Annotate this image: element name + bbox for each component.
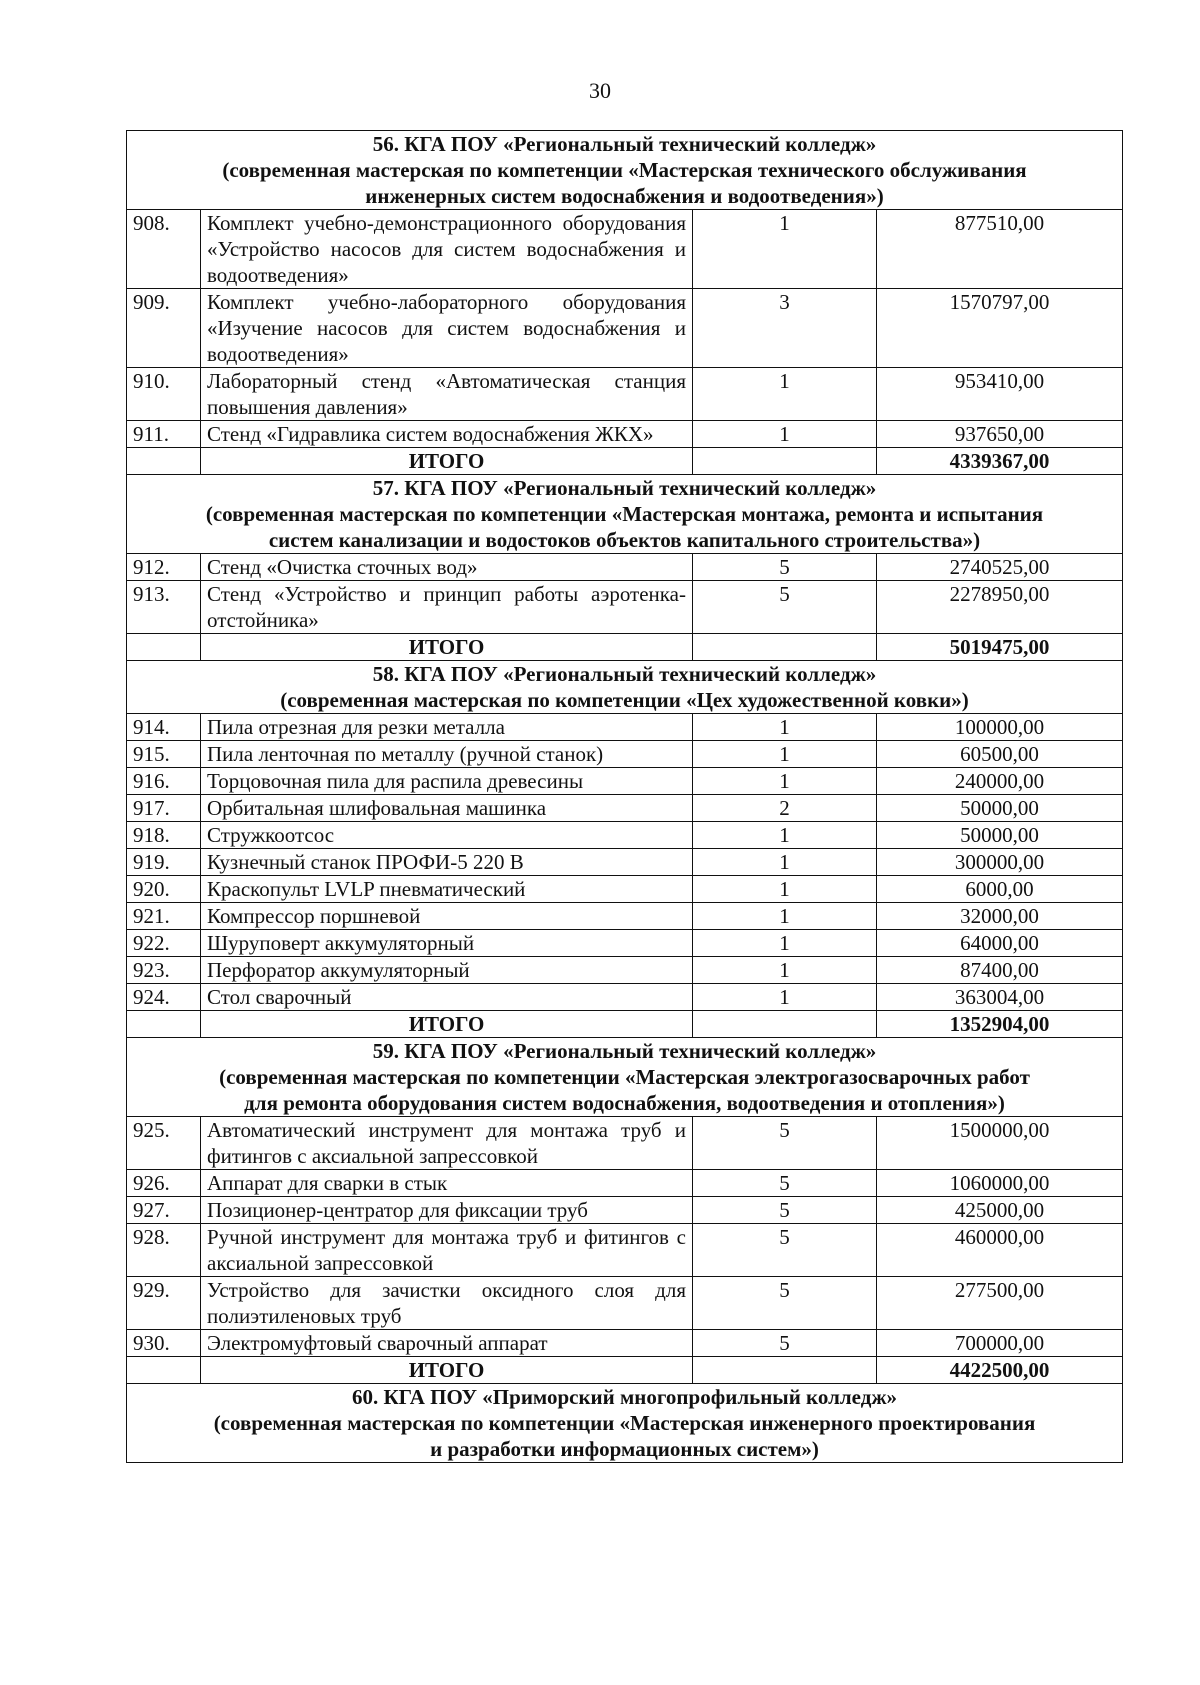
item-quantity: 5: [693, 1330, 877, 1357]
total-number-cell: [127, 448, 201, 475]
item-number: 922.: [127, 930, 201, 957]
table-row: [127, 768, 1123, 795]
table-row: [127, 741, 1123, 768]
item-quantity: 1: [693, 421, 877, 448]
item-sum: 700000,00: [877, 1330, 1123, 1357]
section-title-line: систем канализации и водостоков объектов капитального строительства»): [268, 528, 981, 552]
item-number: 924.: [127, 984, 201, 1011]
total-number-cell: [127, 1011, 201, 1038]
table-row: [127, 984, 1123, 1011]
section-header-row: [127, 1384, 1123, 1463]
total-number-cell: [127, 634, 201, 661]
table-row: [127, 930, 1123, 957]
total-sum: 4422500,00: [877, 1357, 1123, 1384]
total-label: ИТОГО: [201, 448, 693, 475]
item-sum: 100000,00: [877, 714, 1123, 741]
item-sum: 6000,00: [877, 876, 1123, 903]
item-quantity: 5: [693, 1197, 877, 1224]
item-number: 910.: [127, 368, 201, 421]
section-header-row: [127, 1038, 1123, 1117]
item-quantity: 1: [693, 876, 877, 903]
item-name: Торцовочная пила для распила древесины: [201, 768, 693, 795]
item-quantity: 5: [693, 1277, 877, 1330]
table-row: [127, 368, 1123, 421]
item-quantity: 1: [693, 210, 877, 289]
item-number: 928.: [127, 1224, 201, 1277]
item-number: 923.: [127, 957, 201, 984]
section-title-line: (современная мастерская по компетенции «Цех художественной ковки»): [280, 688, 969, 712]
item-sum: 277500,00: [877, 1277, 1123, 1330]
total-quantity-cell: [693, 448, 877, 475]
section-title: [127, 1384, 1123, 1463]
section-header-row: [127, 131, 1123, 210]
item-sum: 60500,00: [877, 741, 1123, 768]
item-name: Компрессор поршневой: [201, 903, 693, 930]
table-row: [127, 849, 1123, 876]
item-name: Стенд «Очистка сточных вод»: [201, 554, 693, 581]
table-row: [127, 795, 1123, 822]
item-quantity: 5: [693, 1117, 877, 1170]
table-row: [127, 421, 1123, 448]
table-row: [127, 957, 1123, 984]
item-name: Стенд «Гидравлика систем водоснабжения ЖКХ»: [201, 421, 693, 448]
equipment-table-body: [127, 131, 1123, 1463]
item-number: 915.: [127, 741, 201, 768]
item-name: Стол сварочный: [201, 984, 693, 1011]
section-title-line: (современная мастерская по компетенции «Мастерская технического обслуживания: [222, 158, 1027, 182]
total-label: ИТОГО: [201, 1011, 693, 1038]
table-row: [127, 210, 1123, 289]
item-name: Стружкоотсос: [201, 822, 693, 849]
item-name: Позиционер-центратор для фиксации труб: [201, 1197, 693, 1224]
table-row: [127, 554, 1123, 581]
item-quantity: 3: [693, 289, 877, 368]
section-title: [127, 475, 1123, 554]
table-row: [127, 903, 1123, 930]
table-row: [127, 1197, 1123, 1224]
item-number: 929.: [127, 1277, 201, 1330]
item-number: 912.: [127, 554, 201, 581]
item-number: 908.: [127, 210, 201, 289]
total-quantity-cell: [693, 634, 877, 661]
item-quantity: 5: [693, 1224, 877, 1277]
table-row: [127, 289, 1123, 368]
total-row: [127, 1011, 1123, 1038]
item-sum: 50000,00: [877, 795, 1123, 822]
item-number: 930.: [127, 1330, 201, 1357]
section-title-line: и разработки информационных систем»): [430, 1437, 819, 1461]
item-number: 919.: [127, 849, 201, 876]
item-sum: 460000,00: [877, 1224, 1123, 1277]
item-sum: 425000,00: [877, 1197, 1123, 1224]
section-title: [127, 131, 1123, 210]
item-name: Ручной инструмент для монтажа труб и фитингов с аксиальной запрессовкой: [201, 1224, 693, 1277]
item-sum: 2740525,00: [877, 554, 1123, 581]
table-row: [127, 876, 1123, 903]
item-number: 909.: [127, 289, 201, 368]
section-title: [127, 661, 1123, 714]
item-sum: 877510,00: [877, 210, 1123, 289]
item-quantity: 1: [693, 930, 877, 957]
total-label: ИТОГО: [201, 634, 693, 661]
item-name: Устройство для зачистки оксидного слоя для полиэтиленовых труб: [201, 1277, 693, 1330]
item-number: 925.: [127, 1117, 201, 1170]
item-name: Лабораторный стенд «Автоматическая станция повышения давления»: [201, 368, 693, 421]
total-number-cell: [127, 1357, 201, 1384]
section-title: [127, 1038, 1123, 1117]
item-number: 926.: [127, 1170, 201, 1197]
item-sum: 1060000,00: [877, 1170, 1123, 1197]
table-row: [127, 1330, 1123, 1357]
total-sum: 1352904,00: [877, 1011, 1123, 1038]
table-row: [127, 1117, 1123, 1170]
item-name: Краскопульт LVLP пневматический: [201, 876, 693, 903]
table-row: [127, 1170, 1123, 1197]
item-name: Электромуфтовый сварочный аппарат: [201, 1330, 693, 1357]
item-name: Пила отрезная для резки металла: [201, 714, 693, 741]
item-number: 914.: [127, 714, 201, 741]
item-name: Орбитальная шлифовальная машинка: [201, 795, 693, 822]
item-sum: 2278950,00: [877, 581, 1123, 634]
total-row: [127, 448, 1123, 475]
total-sum: 4339367,00: [877, 448, 1123, 475]
item-number: 916.: [127, 768, 201, 795]
item-sum: 953410,00: [877, 368, 1123, 421]
item-name: Кузнечный станок ПРОФИ-5 220 В: [201, 849, 693, 876]
total-row: [127, 634, 1123, 661]
item-sum: 50000,00: [877, 822, 1123, 849]
item-name: Стенд «Устройство и принцип работы аэротенка-отстойника»: [201, 581, 693, 634]
item-quantity: 5: [693, 554, 877, 581]
item-quantity: 1: [693, 849, 877, 876]
item-quantity: 1: [693, 768, 877, 795]
table-row: [127, 581, 1123, 634]
item-quantity: 1: [693, 903, 877, 930]
item-quantity: 1: [693, 984, 877, 1011]
item-quantity: 2: [693, 795, 877, 822]
item-name: Комплект учебно-демонстрационного оборудования «Устройство насосов для систем водоснабжения и водоотведения»: [201, 210, 693, 289]
section-title-line: 60. КГА ПОУ «Приморский многопрофильный колледж»: [351, 1385, 898, 1409]
item-quantity: 1: [693, 957, 877, 984]
item-sum: 363004,00: [877, 984, 1123, 1011]
section-title-line: (современная мастерская по компетенции «Мастерская электрогазосварочных работ: [219, 1065, 1030, 1089]
total-quantity-cell: [693, 1357, 877, 1384]
item-number: 917.: [127, 795, 201, 822]
item-number: 911.: [127, 421, 201, 448]
item-sum: 937650,00: [877, 421, 1123, 448]
item-name: Аппарат для сварки в стык: [201, 1170, 693, 1197]
item-sum: 1500000,00: [877, 1117, 1123, 1170]
item-number: 920.: [127, 876, 201, 903]
item-sum: 87400,00: [877, 957, 1123, 984]
table-row: [127, 822, 1123, 849]
item-quantity: 1: [693, 714, 877, 741]
item-name: Комплект учебно-лабораторного оборудования «Изучение насосов для систем водоснабжения и водоотведения»: [201, 289, 693, 368]
item-quantity: 1: [693, 368, 877, 421]
equipment-table: [126, 130, 1123, 1463]
item-number: 921.: [127, 903, 201, 930]
item-sum: 240000,00: [877, 768, 1123, 795]
section-title-line: 57. КГА ПОУ «Региональный технический колледж»: [372, 476, 877, 500]
section-title-line: (современная мастерская по компетенции «Мастерская монтажа, ремонта и испытания: [205, 502, 1044, 526]
item-quantity: 5: [693, 1170, 877, 1197]
section-title-line: 58. КГА ПОУ «Региональный технический колледж»: [372, 662, 877, 686]
section-title-line: для ремонта оборудования систем водоснабжения, водоотведения и отопления»): [244, 1091, 1005, 1115]
item-name: Перфоратор аккумуляторный: [201, 957, 693, 984]
section-header-row: [127, 661, 1123, 714]
item-name: Автоматический инструмент для монтажа труб и фитингов с аксиальной запрессовкой: [201, 1117, 693, 1170]
item-sum: 300000,00: [877, 849, 1123, 876]
item-number: 927.: [127, 1197, 201, 1224]
section-title-line: инженерных систем водоснабжения и водоотведения»): [365, 184, 884, 208]
total-quantity-cell: [693, 1011, 877, 1038]
item-name: Шуруповерт аккумуляторный: [201, 930, 693, 957]
page-number: 30: [589, 78, 611, 103]
section-title-line: (современная мастерская по компетенции «Мастерская инженерного проектирования: [213, 1411, 1036, 1435]
item-quantity: 1: [693, 741, 877, 768]
item-number: 913.: [127, 581, 201, 634]
item-sum: 1570797,00: [877, 289, 1123, 368]
item-quantity: 5: [693, 581, 877, 634]
table-row: [127, 1224, 1123, 1277]
table-row: [127, 714, 1123, 741]
item-number: 918.: [127, 822, 201, 849]
section-header-row: [127, 475, 1123, 554]
total-sum: 5019475,00: [877, 634, 1123, 661]
item-quantity: 1: [693, 822, 877, 849]
section-title-line: 56. КГА ПОУ «Региональный технический колледж»: [372, 132, 877, 156]
section-title-line: 59. КГА ПОУ «Региональный технический колледж»: [372, 1039, 877, 1063]
item-sum: 64000,00: [877, 930, 1123, 957]
table-row: [127, 1277, 1123, 1330]
total-row: [127, 1357, 1123, 1384]
total-label: ИТОГО: [201, 1357, 693, 1384]
item-sum: 32000,00: [877, 903, 1123, 930]
item-name: Пила ленточная по металлу (ручной станок): [201, 741, 693, 768]
